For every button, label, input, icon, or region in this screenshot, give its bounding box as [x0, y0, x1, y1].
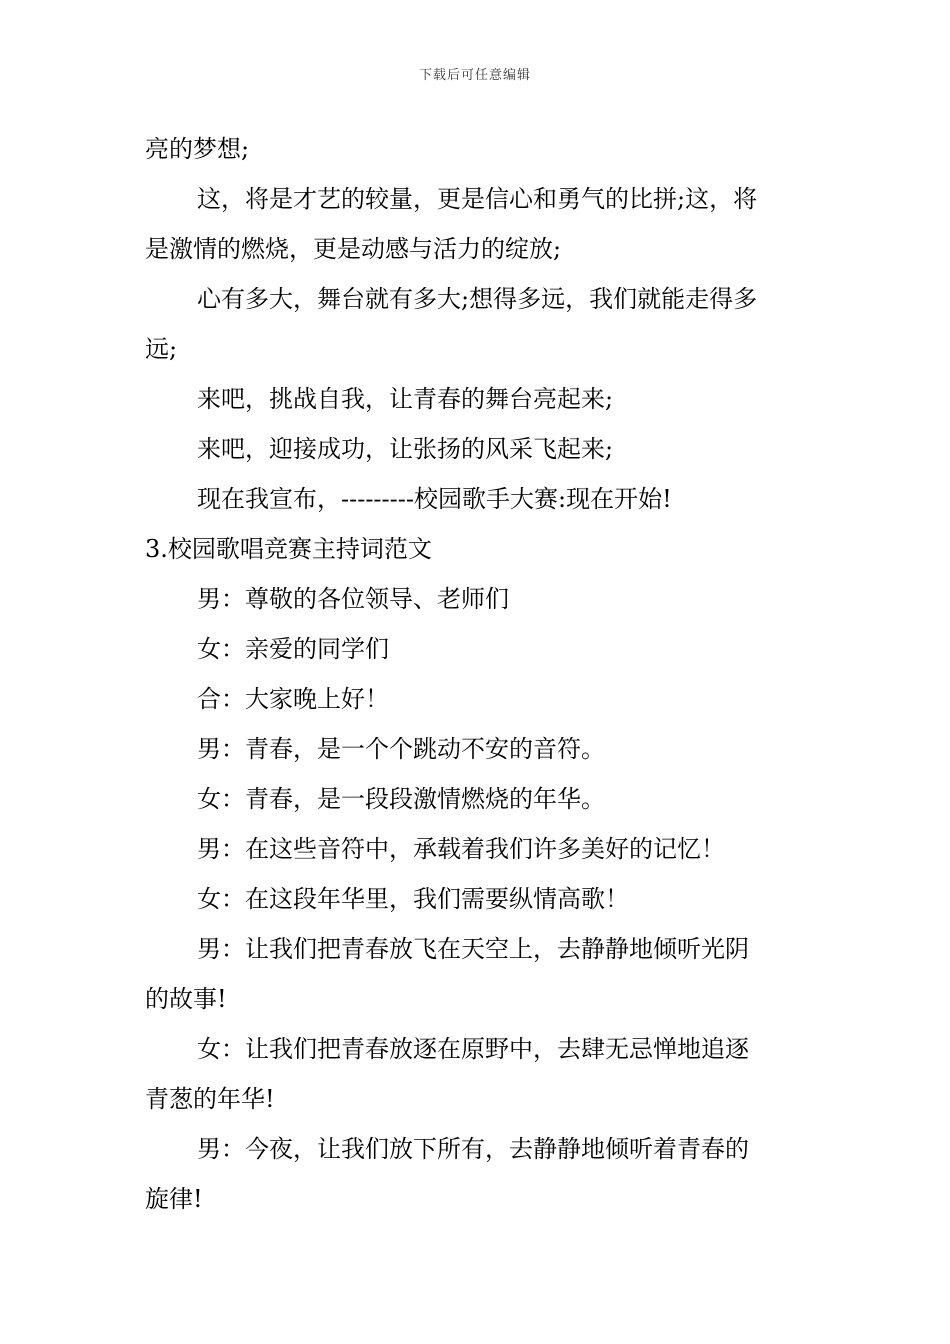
text-line: 这，将是才艺的较量，更是信心和勇气的比拼;这，将: [197, 185, 758, 213]
text-line: 是激情的燃烧，更是动感与活力的绽放;: [145, 235, 562, 263]
text-line: 现在我宣布，---------校园歌手大赛:现在开始!: [197, 485, 672, 513]
text-line: 女：青春，是一段段激情燃烧的年华。: [197, 785, 605, 813]
text-line: 来吧，迎接成功，让张扬的风采飞起来;: [197, 435, 614, 463]
text-line: 旋律!: [145, 1185, 203, 1213]
text-line: 来吧，挑战自我，让青春的舞台亮起来;: [197, 385, 614, 413]
text-line: 的故事!: [145, 985, 227, 1013]
text-line: 青葱的年华!: [145, 1085, 275, 1113]
text-line: 心有多大，舞台就有多大;想得多远，我们就能走得多: [197, 285, 758, 313]
text-line: 男：青春，是一个个跳动不安的音符。: [197, 735, 605, 763]
section-heading: 3.校园歌唱竞赛主持词范文: [145, 535, 432, 563]
text-line: 远;: [145, 335, 178, 363]
text-line: 男：让我们把青春放飞在天空上，去静静地倾听光阴: [197, 935, 749, 963]
text-line: 合：大家晚上好！: [197, 685, 389, 713]
text-line: 女：在这段年华里，我们需要纵情高歌！: [197, 885, 629, 913]
text-line: 女：让我们把青春放逐在原野中，去肆无忌惮地追逐: [197, 1035, 749, 1063]
text-line: 男：尊敬的各位领导、老师们: [197, 585, 509, 613]
text-line: 亮的梦想;: [145, 135, 250, 163]
text-line: 男：在这些音符中，承载着我们许多美好的记忆！: [197, 835, 725, 863]
document-body: [145, 124, 807, 1224]
text-line: 女：亲爱的同学们: [197, 635, 389, 663]
text-line: 男：今夜，让我们放下所有，去静静地倾听着青春的: [197, 1135, 749, 1163]
page-header: 下载后可任意编辑: [418, 68, 531, 83]
